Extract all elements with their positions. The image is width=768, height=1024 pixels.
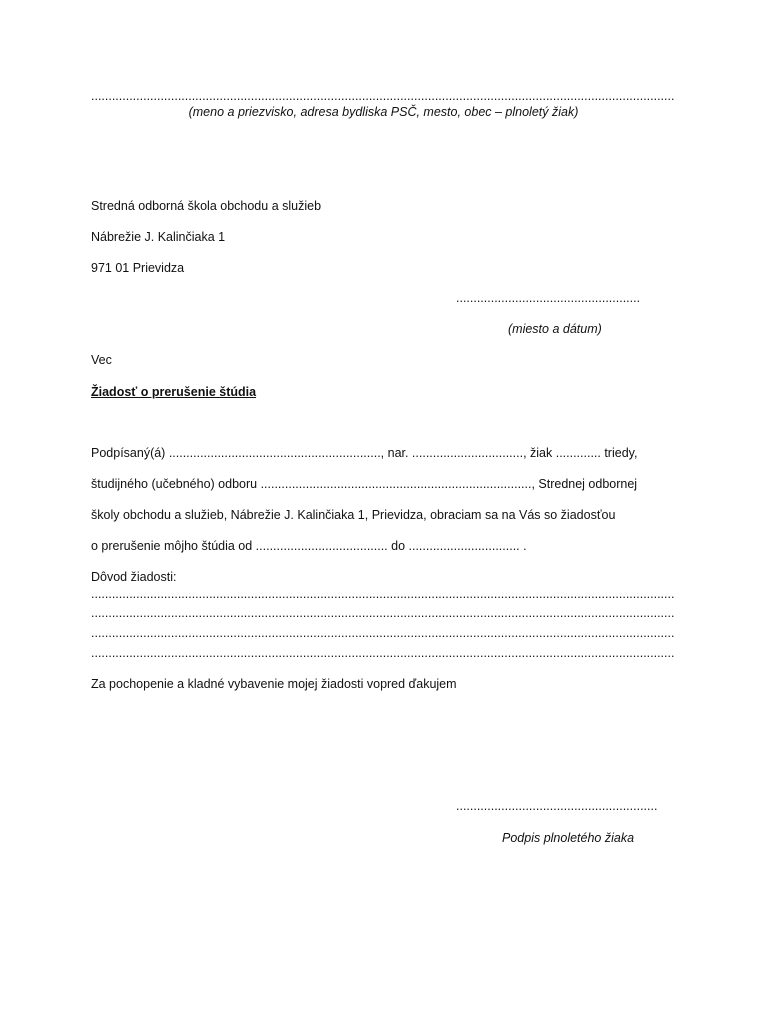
recipient-line-3: 971 01 Prievidza xyxy=(91,261,185,275)
reason-line-4: ........................................................................................................................................................................ xyxy=(91,646,675,660)
reason-line-2: ........................................................................................................................................................................ xyxy=(91,606,675,620)
reason-line-3: ........................................................................................................................................................................ xyxy=(91,626,675,640)
place-date-label: (miesto a dátum) xyxy=(508,322,602,336)
place-date-dotted-line: ..................................................... xyxy=(456,291,641,305)
signature-dotted-line: .......................................................... xyxy=(456,799,658,813)
body-line-4: o prerušenie môjho štúdia od ...................................... do ................................ . xyxy=(91,539,527,553)
applicant-caption: (meno a priezvisko, adresa bydliska PSČ, mesto, obec – plnoletý žiak) xyxy=(188,105,579,119)
reason-line-1: ........................................................................................................................................................................ xyxy=(91,587,675,601)
closing-text: Za pochopenie a kladné vybavenie mojej žiadosti vopred ďakujem xyxy=(91,677,457,691)
applicant-dotted-line: ........................................................................................................................................................................ xyxy=(91,89,675,103)
reason-label: Dôvod žiadosti: xyxy=(91,570,177,584)
signature-label: Podpis plnoletého žiaka xyxy=(502,831,635,845)
body-line-1: Podpísaný(á) ............................................................., nar. ................................, žiak ............. triedy, xyxy=(91,446,638,460)
recipient-line-2: Nábrežie J. Kalinčiaka 1 xyxy=(91,230,226,244)
subject-label: Vec xyxy=(91,353,112,367)
recipient-line-1: Stredná odborná škola obchodu a služieb xyxy=(91,199,322,213)
subject-title: Žiadosť o prerušenie štúdia xyxy=(91,385,257,399)
body-line-3: školy obchodu a služieb, Nábrežie J. Kalinčiaka 1, Prievidza, obraciam sa na Vás so žiadosťou xyxy=(91,508,616,522)
body-line-2: študijného (učebného) odboru .............................................................................., Strednej odbornej xyxy=(91,477,638,491)
